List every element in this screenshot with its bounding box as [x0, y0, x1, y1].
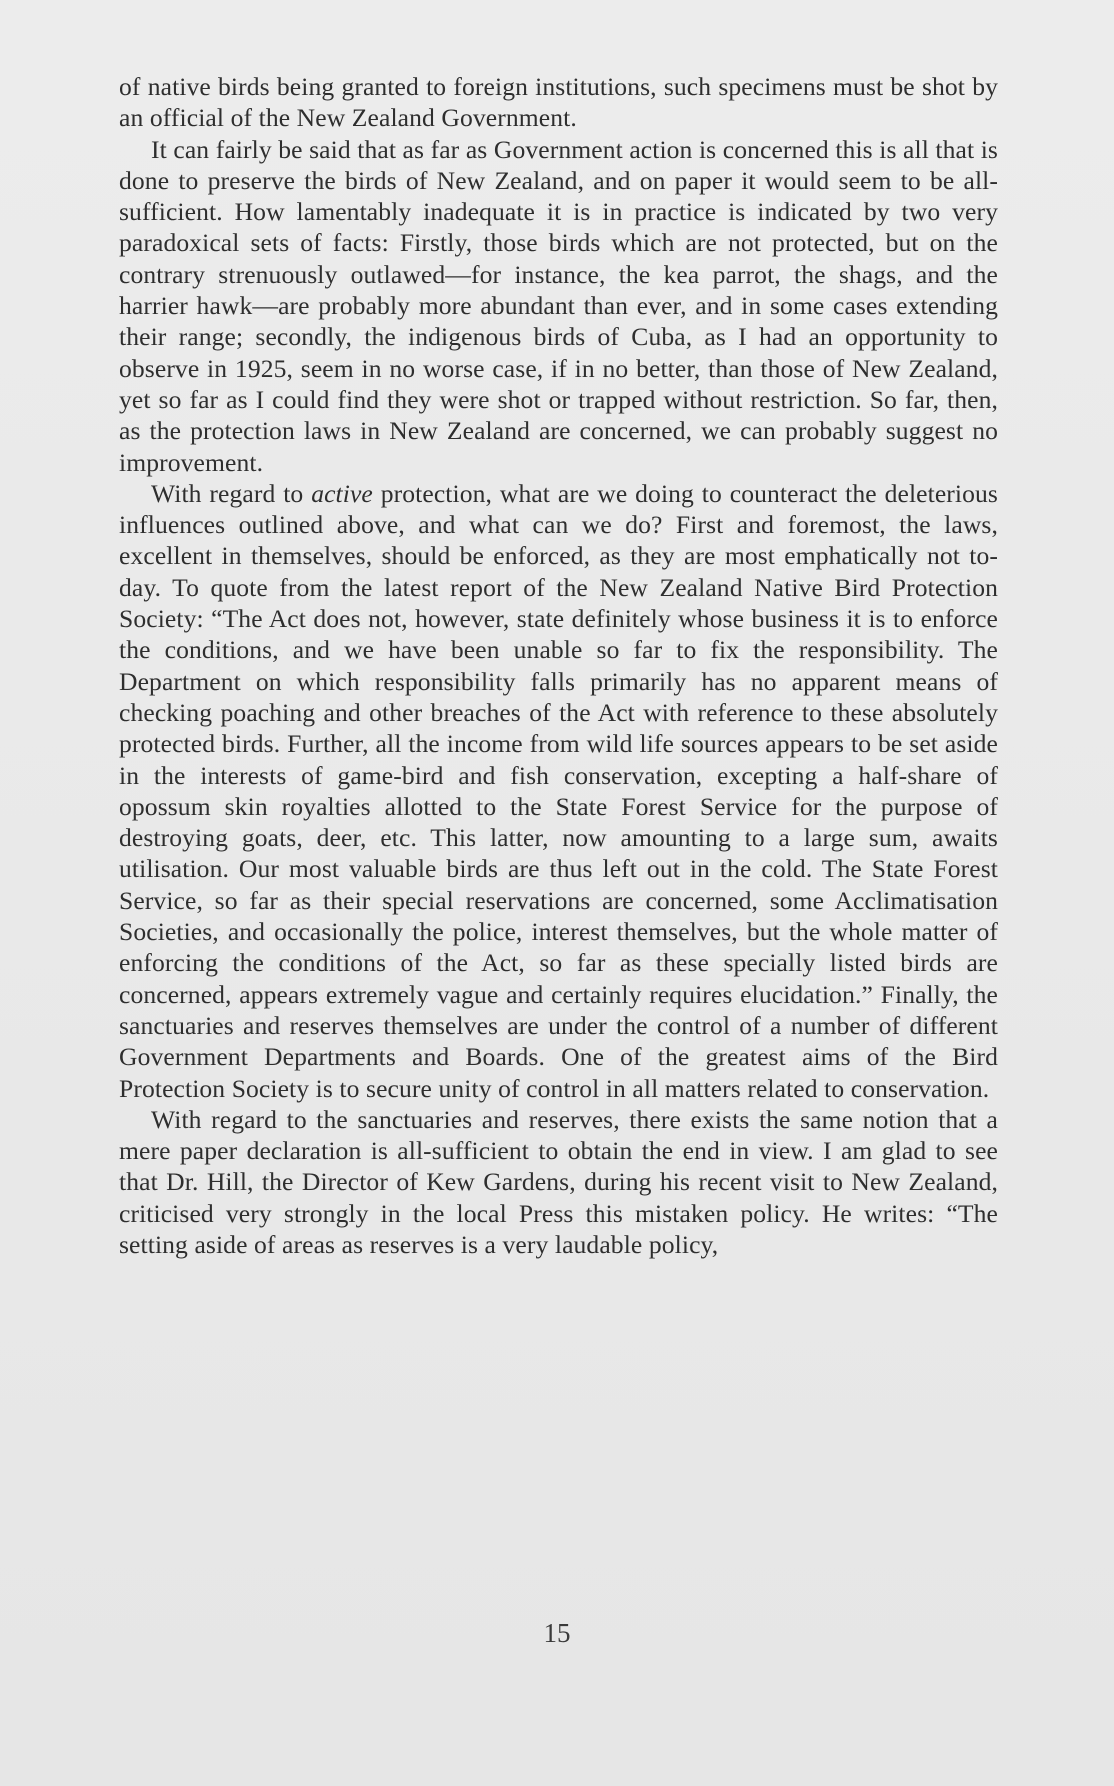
paragraph-text: It can fairly be said that as far as Government action is concerned this is all that is done to preserve the birds of New Zealand, and on paper it would seem to be all-sufficient. How lamentably inadequate it is in practice is indicated by two very paradoxical sets of facts: Firstly, those birds which are not protected, but on the contrary strenuously outlawed—for instance, the kea parrot, the shags, and the harrier hawk—are probably more abundant than ever, and in some cases extending their range; secondly, the indigenous birds of Cuba, as I had an opportunity to observe in 1925, seem in no worse case, if in no better, than those of New Zealand, yet so far as I could find they were shot or trapped without restriction. So far, then, as the protection laws in New Zealand are concerned, we can probably suggest no improvement.: [119, 134, 998, 477]
paragraph: [119, 478, 998, 1104]
page-number: 15: [543, 1618, 571, 1648]
paragraph-text: protection, what are we doing to counteract the deleterious influences outlined above, and what can we do? First and foremost, the laws, excellent in themselves, should be enforced, as they are most emphatically not to-day. To quote from the latest report of the New Zealand Native Bird Protection Society: “The Act does not, however, state definitely whose business it is to enforce the conditions, and we have been unable so far to fix the responsibility. The Department on which responsibility falls primarily has no apparent means of checking poaching and other breaches of the Act with reference to these absolutely protected birds. Further, all the income from wild life sources appears to be set aside in the interests of game-bird and fish conservation, excepting a half-share of opossum skin royalties allotted to the State Forest Service for the purpose of destroying goats, deer, etc. This latter, now amounting to a large sum, awaits utilisation. Our most valuable birds are thus left out in the cold. The State Forest Service, so far as their special reservations are concerned, some Acclimatisation Societies, and occasionally the police, interest themselves, but the whole matter of enforcing the conditions of the Act, so far as these specially listed birds are concerned, appears extremely vague and certainly requires elucidation.” Finally, the sanctuaries and reserves themselves are under the control of a number of different Government Departments and Boards. One of the greatest aims of the Bird Protection Society is to secure unity of control in all matters related to conservation.: [119, 478, 998, 1103]
paragraph-text: With regard to the sanctuaries and reserves, there exists the same notion that a mere paper declaration is all-sufficient to obtain the end in view. I am glad to see that Dr. Hill, the Director of Kew Gardens, during his recent visit to New Zealand, criticised very strongly in the local Press this mistaken policy. He writes: “The setting aside of areas as reserves is a very laudable policy,: [119, 1104, 998, 1259]
paragraph: [119, 71, 998, 134]
paragraph: [119, 1104, 998, 1260]
paragraph-text: of native birds being granted to foreign institutions, such specimens must be shot by an official of the New Zealand Government.: [119, 72, 998, 133]
paragraph: [119, 134, 998, 478]
body-text: [119, 71, 998, 1260]
paragraph-text: With regard to: [151, 478, 312, 508]
italic-text: active: [311, 478, 373, 508]
